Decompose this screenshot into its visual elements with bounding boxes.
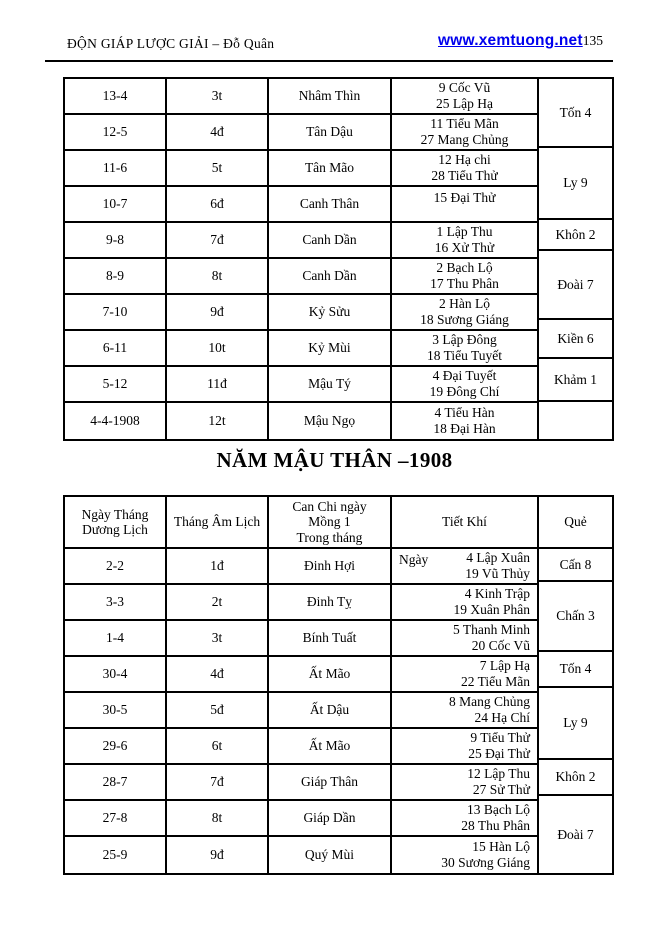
tietkhi-cell (392, 837, 539, 873)
tietkhi-cell (392, 295, 539, 329)
lunar-month-cell: 7đ (167, 765, 269, 799)
table-row (65, 585, 539, 621)
que-cell: Khôn 2 (539, 220, 612, 251)
tietkhi-line: 22 Tiểu Mãn (460, 674, 530, 689)
header-rule (45, 60, 613, 62)
table-row (65, 151, 539, 187)
table-row (65, 549, 539, 585)
solar-date-cell: 2-2 (65, 549, 167, 583)
solar-date-cell: 4-4-1908 (65, 403, 167, 439)
col-header-solar-date (65, 497, 167, 547)
solar-date-cell: 3-3 (65, 585, 167, 619)
year-table-1908 (63, 495, 614, 875)
table1-que-column (539, 79, 612, 439)
tietkhi-line: 30 Sương Giáng (441, 855, 530, 870)
tietkhi-line: 8 Mang Chủng (449, 693, 530, 709)
solar-date-cell: 30-5 (65, 693, 167, 727)
tietkhi-line: 28 Thu Phân (461, 818, 530, 833)
tietkhi-line: 9 Tiểu Thử (470, 729, 530, 745)
lunar-month-cell: 8t (167, 801, 269, 835)
table-row (65, 331, 539, 367)
tietkhi-line: 24 Hạ Chí (474, 710, 530, 725)
header-line: Trong tháng (296, 529, 363, 545)
tietkhi-line: 17 Thu Phân (430, 276, 499, 291)
lunar-month-cell: 10t (167, 331, 269, 365)
canchi-cell: Kỷ Sửu (269, 295, 392, 329)
tietkhi-line: 3 Lập Đông (432, 331, 497, 347)
que-cell: Kiền 6 (539, 320, 612, 359)
canchi-cell: Mậu Ngọ (269, 403, 392, 439)
canchi-cell: Canh Dần (269, 259, 392, 293)
table-header-row (65, 497, 539, 549)
lunar-month-cell: 5t (167, 151, 269, 185)
table-row (65, 837, 539, 873)
tietkhi-line: 20 Cốc Vũ (471, 638, 530, 653)
canchi-cell: Giáp Dần (269, 801, 392, 835)
table-row (65, 259, 539, 295)
lunar-month-cell: 3t (167, 621, 269, 655)
tietkhi-cell (392, 693, 539, 727)
canchi-cell: Mậu Tý (269, 367, 392, 401)
lunar-month-cell: 6đ (167, 187, 269, 221)
lunar-month-cell: 6t (167, 729, 269, 763)
year-table-previous (63, 77, 614, 441)
col-header-lunar-month (167, 497, 269, 547)
que-cell: Chấn 3 (539, 582, 612, 652)
solar-date-cell: 8-9 (65, 259, 167, 293)
tietkhi-line: 4 Đại Tuyết (432, 367, 497, 383)
canchi-cell: Đinh Hợi (269, 549, 392, 583)
tietkhi-cell (392, 79, 539, 113)
que-cell: Khảm 1 (539, 359, 612, 402)
tietkhi-line: 19 Xuân Phân (453, 602, 530, 617)
tietkhi-line: 18 Sương Giáng (420, 312, 509, 327)
tietkhi-line: 12 Lập Thu (467, 765, 530, 781)
tietkhi-line: 4 Tiểu Hàn (434, 404, 495, 420)
lunar-month-cell: 12t (167, 403, 269, 439)
page-number: 135 (582, 33, 603, 48)
col-header-canchi (269, 497, 392, 547)
que-cell: Tốn 4 (539, 79, 612, 148)
table-row (65, 621, 539, 657)
table-row (65, 729, 539, 765)
table-row (65, 403, 539, 439)
table-row (65, 79, 539, 115)
website-link[interactable]: www.xemtuong.net (438, 32, 583, 49)
lunar-month-cell: 3t (167, 79, 269, 113)
tietkhi-line: 15 Đại Thử (433, 190, 496, 205)
canchi-cell: Kỷ Mùi (269, 331, 392, 365)
header-line: Ngày Tháng (81, 506, 149, 522)
tietkhi-cell (392, 367, 539, 401)
table2-body (65, 497, 539, 873)
lunar-month-cell: 9đ (167, 295, 269, 329)
tietkhi-cell (392, 801, 539, 835)
canchi-cell: Ất Dậu (269, 693, 392, 727)
canchi-cell: Nhâm Thìn (269, 79, 392, 113)
table1-body (65, 79, 539, 439)
table-row (65, 693, 539, 729)
solar-date-cell: 9-8 (65, 223, 167, 257)
solar-date-cell: 27-8 (65, 801, 167, 835)
tietkhi-cell (392, 223, 539, 257)
table-row (65, 187, 539, 223)
lunar-month-cell: 2t (167, 585, 269, 619)
solar-date-cell: 25-9 (65, 837, 167, 873)
solar-date-cell: 28-7 (65, 765, 167, 799)
tietkhi-cell (392, 765, 539, 799)
canchi-cell: Canh Thân (269, 187, 392, 221)
canchi-cell: Giáp Thân (269, 765, 392, 799)
lunar-month-cell: 5đ (167, 693, 269, 727)
tietkhi-line: 28 Tiểu Thử (431, 168, 498, 183)
tietkhi-line: 4 Kinh Trập (464, 585, 530, 601)
table-row (65, 223, 539, 259)
solar-date-cell: 5-12 (65, 367, 167, 401)
canchi-cell: Đinh Tỵ (269, 585, 392, 619)
canchi-cell: Tân Mão (269, 151, 392, 185)
que-cell: Đoài 7 (557, 826, 594, 842)
tietkhi-cell (392, 151, 539, 185)
lunar-month-cell: 8t (167, 259, 269, 293)
que-cell: Ly 9 (539, 148, 612, 220)
tietkhi-line: 2 Bạch Lộ (436, 259, 493, 275)
tietkhi-line: 19 Đông Chí (429, 384, 500, 399)
solar-date-cell: 12-5 (65, 115, 167, 149)
canchi-cell: Quý Mùi (269, 837, 392, 873)
header-line: Mồng 1 (308, 514, 351, 530)
tietkhi-cell (392, 259, 539, 293)
tietkhi-line: 5 Thanh Minh (453, 621, 530, 637)
tietkhi-line: 1 Lập Thu (436, 223, 493, 239)
table2-que-column (539, 497, 612, 873)
tietkhi-line: 19 Vũ Thủy (465, 566, 530, 581)
tietkhi-cell (392, 729, 539, 763)
tietkhi-line: 16 Xử Thử (434, 240, 495, 255)
tietkhi-cell (392, 585, 539, 619)
tietkhi-cell (392, 187, 539, 221)
canchi-cell: Ất Mão (269, 729, 392, 763)
table-row (65, 657, 539, 693)
que-cell: Đoài 7 (539, 251, 612, 320)
tietkhi-line: 18 Đại Hàn (433, 421, 496, 436)
canchi-cell: Tân Dậu (269, 115, 392, 149)
table-row (65, 801, 539, 837)
tietkhi-line: 18 Tiểu Tuyết (426, 348, 503, 363)
page-header-right (438, 32, 603, 50)
que-cell: Khôn 2 (539, 760, 612, 796)
table-row (65, 295, 539, 331)
col-header-tietkhi (392, 497, 539, 547)
tietkhi-line: 15 Hàn Lộ (472, 838, 530, 854)
tietkhi-cell (392, 657, 539, 691)
header-line: Tiết Khí (442, 514, 487, 530)
tietkhi-line: 2 Hàn Lộ (439, 295, 490, 311)
que-cell: Ly 9 (539, 688, 612, 760)
tietkhi-cell (392, 549, 539, 583)
solar-date-cell: 29-6 (65, 729, 167, 763)
header-line: Tháng Âm Lịch (173, 514, 261, 530)
table-row (65, 367, 539, 403)
lunar-month-cell: 1đ (167, 549, 269, 583)
tietkhi-cell (392, 331, 539, 365)
solar-date-cell: 10-7 (65, 187, 167, 221)
tietkhi-line: 27 Mang Chủng (420, 132, 509, 147)
canchi-cell: Bính Tuất (269, 621, 392, 655)
lunar-month-cell: 4đ (167, 115, 269, 149)
lunar-month-cell: 11đ (167, 367, 269, 401)
tietkhi-line: 13 Bạch Lộ (467, 801, 530, 817)
tietkhi-line: 4 Lập Xuân (466, 549, 530, 565)
tietkhi-cell (392, 403, 539, 439)
solar-date-cell: 6-11 (65, 331, 167, 365)
book-title: ĐỘN GIÁP LƯỢC GIẢI – Đỗ Quân (67, 36, 275, 51)
tietkhi-line: 25 Đại Thử (468, 746, 530, 761)
solar-date-cell: 30-4 (65, 657, 167, 691)
solar-date-cell: 13-4 (65, 79, 167, 113)
table-row (65, 765, 539, 801)
lunar-month-cell: 4đ (167, 657, 269, 691)
canchi-cell: Ất Mão (269, 657, 392, 691)
tietkhi-line: 25 Lập Hạ (436, 96, 493, 111)
header-line: Can Chi ngày (292, 498, 367, 514)
tietkhi-cell (392, 621, 539, 655)
section-title: NĂM MẬU THÂN –1908 (216, 448, 453, 472)
col-header-que: Quẻ (539, 497, 612, 549)
tietkhi-line: 7 Lập Hạ (479, 657, 530, 673)
tietkhi-cell (392, 115, 539, 149)
que-cell: Tốn 4 (539, 652, 612, 688)
tietkhi-line: 12 Hạ chi (438, 151, 491, 167)
lunar-month-cell: 7đ (167, 223, 269, 257)
que-empty-cell (539, 402, 612, 439)
tietkhi-line: 11 Tiểu Mãn (430, 115, 499, 131)
lunar-month-cell: 9đ (167, 837, 269, 873)
header-line: Dương Lịch (82, 522, 148, 537)
tietkhi-line: 9 Cốc Vũ (438, 79, 491, 95)
que-cell: Cấn 8 (539, 549, 612, 582)
ngay-label: Ngày (399, 552, 429, 567)
tietkhi-line: 27 Sử Thử (472, 782, 530, 797)
table-row (65, 115, 539, 151)
solar-date-cell: 11-6 (65, 151, 167, 185)
solar-date-cell: 1-4 (65, 621, 167, 655)
canchi-cell: Canh Dần (269, 223, 392, 257)
solar-date-cell: 7-10 (65, 295, 167, 329)
